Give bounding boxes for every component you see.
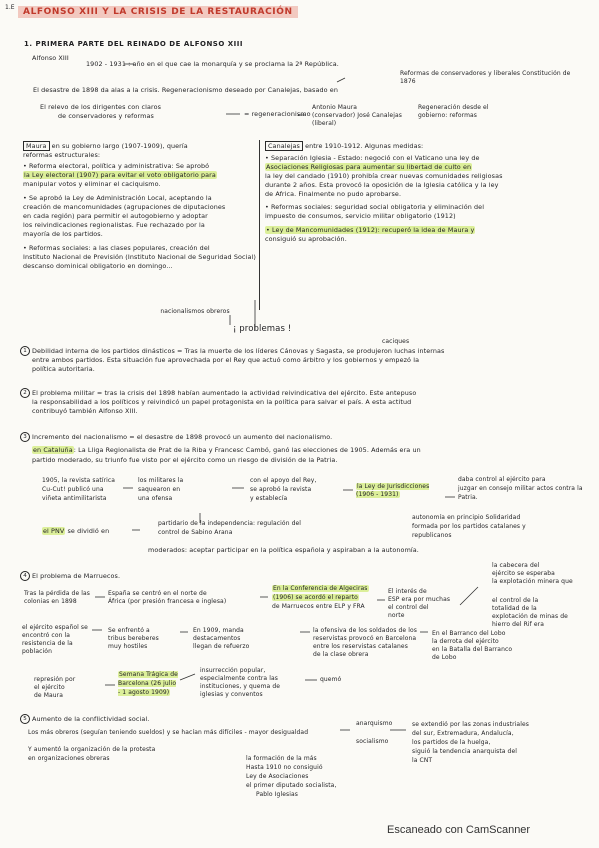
mar-d1-3: población	[22, 648, 52, 655]
conflict-o5: la CNT	[412, 757, 433, 764]
marruecos-heading: 4 El problema de Marruecos.	[20, 571, 120, 581]
conflict-hasta: Hasta 1910 no consiguió	[246, 764, 323, 771]
item-2-line-1: la responsabilidad a los políticos y reivindicó un papel protagonista en la política para salvar el país. A esta actitud	[32, 398, 412, 406]
item-4-number: 4	[20, 571, 30, 581]
maura-line-6: creación de mancomunidades (agrupaciones de diputaciones	[23, 203, 226, 211]
mar-d5-3: de Lobo	[432, 654, 457, 661]
mar-c3-0: En la Conferencia de Algeciras	[273, 585, 368, 592]
cataluna-line-2: partido moderado, su triunfo fue visto por el ejército como un riesgo de división de la Patria.	[32, 456, 338, 464]
canalejas-line-2: la ley del candado (1910) prohibía crear nuevas comunidades religiosas	[265, 172, 503, 180]
mar-e2-1: especialmente contra las	[200, 675, 278, 682]
item-2-line-0: 2 El problema militar = tras la crisis del 1898 habían aumentado la actividad reivindicativa del ejército. Este antepuso	[20, 388, 416, 398]
canalejas-line-3: durante 2 años. Esta provocó la oposición de la Iglesia católica y la ley	[265, 181, 499, 189]
reform-note: Reformas de conservadores y liberales Constitución de 1876	[400, 70, 571, 85]
mar-d3-1: destacamentos	[193, 635, 241, 642]
cucut-3: viñeta antimilitarista	[42, 495, 107, 502]
caciques-note: caciques	[382, 338, 410, 345]
mar-d5-0: En el Barranco del Lobo	[432, 630, 506, 637]
mar-d5-2: en la Batalla del Barranco	[432, 646, 513, 653]
mar-d1-1: encontró con la	[22, 632, 71, 639]
maura-line-8: los reivindicaciones regionalistas. Fue rechazado por la	[23, 221, 205, 229]
mar-c3-2: de Marruecos entre ELP y FRA	[272, 603, 365, 610]
item-2-line-2: contribuyó también Alfonso XIII.	[32, 407, 138, 415]
canalejas-line-4: de Africa. Finalmente no pudo aprobarse.	[265, 190, 402, 198]
maura-line-3: la Ley electoral (1907) para evitar el voto obligatorio para	[24, 171, 216, 179]
conflict-n2: Ley de Asociaciones	[246, 773, 309, 780]
mar-e2-2: instituciones, y quema de	[200, 683, 281, 690]
mar-c5-6: hierro del Rif era	[492, 621, 545, 628]
canalejas-line-8: consiguió su aprobación.	[265, 235, 347, 243]
maura-line-4: manipular votos y eliminar el caciquismo.	[23, 180, 161, 188]
item-3-line-0: 3 Incremento del nacionalismo = el desastre de 1898 provocó un aumento del nacionalismo.	[20, 432, 332, 442]
mar-c5-2: la explotación minera que	[492, 578, 573, 585]
conflict-l3: en organizaciones obreras	[28, 755, 110, 762]
maura-label: Maura	[23, 141, 50, 151]
conflict-m2: socialismo	[356, 738, 389, 745]
canalejas-header	[265, 142, 423, 151]
solidaridad-3: republicanos	[412, 532, 452, 539]
relevo-line: El relevo de los dirigentes con claros	[40, 103, 162, 111]
mar-c5-4: totalidad de la	[492, 605, 537, 612]
maura-line-12: descanso dominical obligatorio en domingo...	[23, 262, 173, 270]
mar-c1-1: colonias en 1898	[24, 598, 77, 605]
cucut-2: Cu-Cut! publicó una	[42, 486, 104, 493]
conflict-o1: se extendió por las zonas industriales	[412, 721, 529, 728]
mar-e2-0: insurrección popular,	[200, 667, 266, 674]
canalejas-line-0: • Separación Iglesia - Estado: negoció con el Vaticano una ley de	[265, 154, 480, 162]
maura-header	[23, 142, 188, 151]
item-1-line-2: política autoritaria.	[32, 365, 95, 373]
conflict-l2: Y aumentó la organización de la protesta	[28, 746, 156, 753]
regeneracionismo: = regeneracionismo	[244, 110, 311, 118]
conflict-m1: anarquismo	[356, 720, 393, 727]
conflict-l1: Los más obreros (seguían teniendo sueldos) y se hacían más difíciles - mayor desigualdad	[28, 729, 309, 736]
canalejas-line-1: Asociaciones Religiosas para aumentar su libertad de culto en	[266, 163, 472, 171]
maura-line-11: Instituto Nacional de Previsión (Instituto Nacional de Seguridad Social)	[23, 253, 256, 261]
cucut-1: 1905, la revista satírica	[42, 477, 116, 484]
pnv-r2: control de Sabino Arana	[158, 529, 233, 536]
semana-tragica: Semana Trágica de Barcelona (26 julio - 1 agosto 1909)	[118, 671, 178, 696]
mar-e1-1: el ejército	[34, 684, 65, 691]
problemas-above: nacionalismos obreros	[160, 308, 230, 315]
mar-d3-2: llegan de refuerzo	[193, 643, 250, 650]
militares-2: saquearon en	[138, 486, 181, 493]
mar-e2-3: iglesias y conventos	[200, 691, 263, 698]
canalejas-line-7: • Ley de Mancomunidades (1912): recuperó la idea de Maura y	[266, 226, 475, 234]
mar-c5-3: el control de la	[492, 597, 539, 604]
control-1: daba control al ejército para	[458, 476, 546, 483]
conflict-n3: el primer diputado socialista,	[246, 782, 337, 789]
mar-c4-0: El interés de	[388, 588, 427, 595]
conflict-heading: 5 Aumento de la conflictividad social.	[20, 714, 149, 724]
maura-line-5: • Se aprobó la Ley de Administración Local, aceptando la	[23, 194, 212, 202]
pnv-moderados: moderados: aceptar participar en la política española y aspiraban a la autonomía.	[148, 546, 419, 554]
mar-d4-2: entre los reservistas catalanes	[313, 643, 408, 650]
cataluna-line-1: en Cataluña: La Lliga Regionalista de Prat de la Riba y Francesc Cambó, ganó las elecciones de 1905. Además era un	[33, 446, 421, 454]
mar-d1-2: resistencia de la	[22, 640, 73, 647]
column-divider	[259, 140, 260, 310]
section-1-heading: 1. PRIMERA PARTE DEL REINADO DE ALFONSO XIII	[24, 40, 243, 48]
apoyo-3: y establecía	[250, 495, 288, 502]
page-title: ALFONSO XIII Y LA CRISIS DE LA RESTAURACIÓN	[18, 6, 298, 18]
conflict-n1: la formación de la más	[246, 755, 317, 762]
pnv-line: el PNV se dividió en	[43, 527, 110, 535]
mar-e3: quemó	[320, 676, 342, 683]
mar-d2-1: tribus bereberes	[108, 635, 159, 642]
maura-line-9: mayoría de los partidos.	[23, 230, 103, 238]
page-number: 1.E	[5, 4, 15, 11]
mar-c5-1: ejército se esperaba	[492, 570, 555, 577]
reign-dates: 1902 - 1931 : año en el que cae la monarquía y se proclama la 2ª República.	[86, 60, 339, 68]
scanner-watermark: Escaneado con CamScanner	[387, 824, 531, 836]
item-1-number: 1	[20, 346, 30, 356]
politicos: Antonio Maura (conservador) José Canalejas (liberal)	[312, 104, 402, 127]
mar-c1-0: Tras la pérdida de las	[24, 590, 91, 597]
conflict-o2: del sur, Extremadura, Andalucía,	[412, 730, 514, 737]
mar-c3-1: (1906) se acordó el reparto	[273, 594, 358, 601]
mar-c5-0: la cabecera del	[492, 562, 540, 569]
item-1-line-0: 1 Debilidad interna de los partidos dinásticos = Tras la muerte de los líderes Cánovas y Sagasta, se produjeron luchas internas	[20, 346, 444, 356]
maura-line-10: • Reformas sociales: a las clases populares, creación del	[23, 244, 210, 252]
mar-c4-3: norte	[388, 612, 405, 619]
control-3: Patria.	[458, 494, 478, 501]
mar-d1-0: el ejército español se	[22, 624, 88, 631]
mar-c4-2: el control del	[388, 604, 429, 611]
mar-c5-5: explotación de minas de	[492, 613, 568, 620]
cataluna-label: en Cataluña	[33, 446, 73, 454]
militares-1: los militares la	[138, 477, 184, 484]
mar-d3-0: En 1909, manda	[193, 627, 244, 634]
apoyo-2: se aprobó la revista	[250, 486, 312, 493]
canalejas-period: entre 1910-1912. Algunas medidas:	[305, 142, 424, 150]
conflict-o3: los partidos de la huelga,	[412, 739, 491, 746]
item-2-number: 2	[20, 388, 30, 398]
item-1-line-1: entre ambos partidos. Esta situación fue aprovechada por el Rey que actuó como árbitro y los gobiernos y empezó la	[32, 356, 420, 364]
solidaridad-2: formada por los partidos catalanes y	[412, 523, 526, 530]
item-3-number: 3	[20, 432, 30, 442]
mar-e1-2: de Maura	[34, 692, 64, 699]
alfonso-label: Alfonso XIII	[32, 54, 69, 62]
maura-line-0: en su gobierno largo (1907-1909), quería	[51, 142, 188, 150]
mar-d2-2: muy hostiles	[108, 643, 148, 650]
mar-c2-0: España se centró en el norte de	[108, 590, 207, 597]
desastre-line: El desastre de 1898 da alas a la crisis. Regeneracionismo deseado por Canalejas, basado en	[33, 86, 338, 94]
conflict-n4: Pablo Iglesias	[256, 791, 299, 798]
maura-line-1: reformas estructurales:	[23, 151, 101, 159]
pnv-label: el PNV	[43, 527, 65, 535]
conservadores-line: de conservadores y reformas	[58, 112, 154, 120]
mar-d4-0: la ofensiva de los soldados de los	[313, 627, 417, 634]
mar-c4-1: ESP era por muchas	[388, 596, 451, 603]
solidaridad-1: autonomía en principio Solidaridad	[412, 514, 521, 521]
control-2: juzgar en consejo militar actos contra la	[458, 485, 583, 492]
militares-3: una ofensa	[138, 495, 173, 502]
mar-d4-1: reservistas provocó en Barcelona	[313, 635, 417, 642]
mar-e1-0: represión por	[34, 676, 76, 683]
problemas-title: ¡ problemas !	[233, 324, 292, 334]
mar-d5-1: la derrota del ejército	[432, 638, 499, 645]
reformas-note: Regeneración desde el gobierno: reformas	[418, 104, 489, 119]
canalejas-line-5: • Reformas sociales: seguridad social obligatoria y eliminación del	[265, 203, 485, 211]
maura-line-7: en cada región) para permitir el autogobierno y adoptar	[23, 212, 208, 220]
conflict-o4: siguió la tendencia anarquista del	[412, 748, 518, 755]
mar-d4-3: de la clase obrera	[313, 651, 369, 658]
mar-d2-0: Se enfrentó a	[108, 627, 150, 634]
maura-line-2: • Reforma electoral, política y administrativa: Se aprobó	[23, 162, 210, 170]
mar-c2-1: África (por presión francesa e inglesa)	[108, 598, 227, 605]
canalejas-line-6: impuesto de consumos, servicio militar obligatorio (1912)	[265, 212, 456, 220]
pnv-r1: partidario de la independencia: regulación del	[158, 520, 302, 527]
canalejas-label: Canalejas	[265, 141, 303, 151]
ley-jurisdicciones: la Ley de Jurisdicciones (1906 - 1931)	[356, 483, 430, 498]
apoyo-1: con el apoyo del Rey,	[250, 477, 317, 484]
item-5-number: 5	[20, 714, 30, 724]
